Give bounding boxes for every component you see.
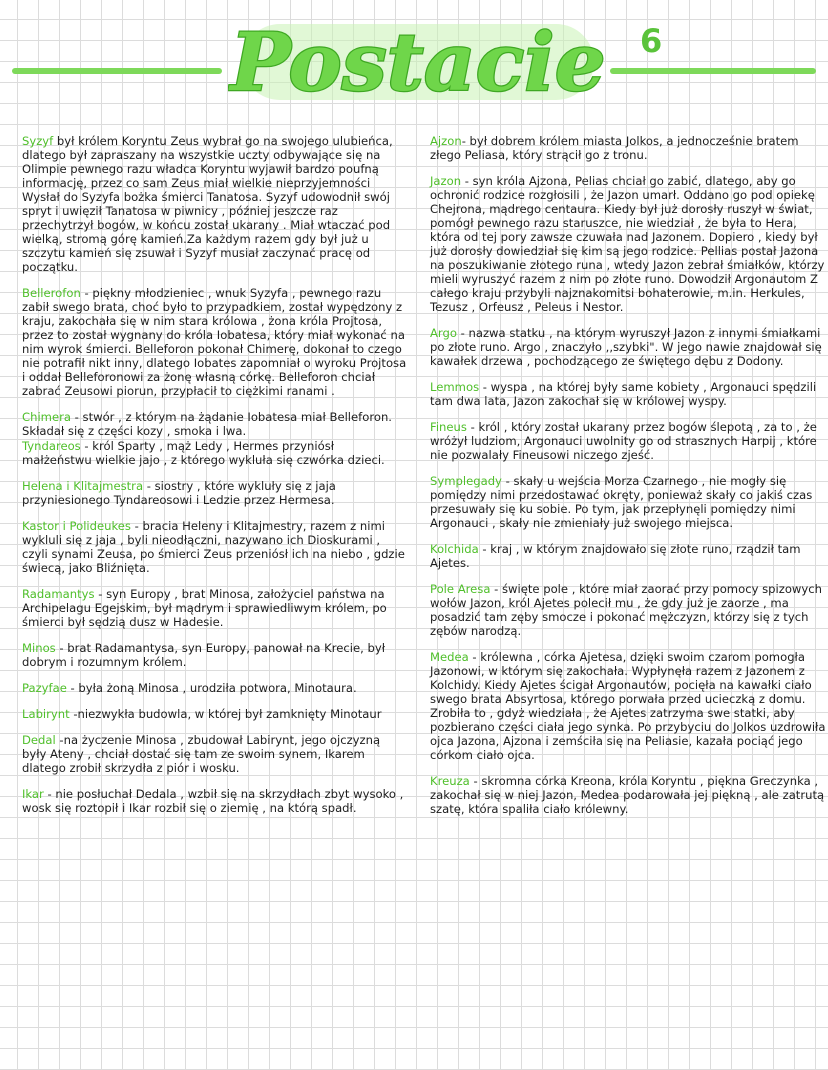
entry-definition: - wyspa , na której były same kobiety , Argonauci spędzili tam dwa lata, Jazon zakochał się w królowej wyspy.	[430, 380, 817, 408]
glossary-entry	[22, 286, 407, 398]
entry-definition: - król Sparty , mąż Ledy , Hermes przyniósł małżeństwu wielkie jajo , z którego wykluła się czwórka dzieci.	[22, 439, 385, 467]
glossary-entry	[22, 439, 407, 467]
entry-term: Pazyfae	[22, 681, 67, 695]
entry-term: Labirynt	[22, 707, 70, 721]
entry-term: Syzyf	[22, 134, 54, 148]
glossary-entry	[430, 420, 826, 462]
entry-paragraph	[22, 587, 407, 629]
entry-definition: - brat Radamantysa, syn Europy, panował na Krecie, był dobrym i rozumnym królem.	[22, 641, 386, 669]
entry-term: Kreuza	[430, 774, 470, 788]
glossary-entry	[430, 542, 826, 570]
glossary-entry	[22, 519, 407, 575]
entry-paragraph	[430, 174, 826, 314]
entry-paragraph	[430, 420, 826, 462]
glossary-entry	[22, 681, 407, 695]
entry-paragraph	[22, 641, 407, 669]
entry-term: Helena i Klitajmestra	[22, 479, 144, 493]
entry-term: Ajzon	[430, 134, 462, 148]
entry-term: Dedal	[22, 733, 56, 747]
entry-definition: - królewna , córka Ajetesa, dzięki swoim czarom pomogła Jazonowi, w którym się zakochała. Wypłynęła razem z Jazonem z Kolchidy. Kiedy Ajetes ścigał Argonautów, pocięła na kawałki ciało swego brata Absyrtosa, którego porwała przed ucieczką z domu. Zrobiła to , gdyż wiedziała , że Ajetes zatrzyma swe statki, aby pozbierano części ciała jego synka. Po przybyciu do Jolkos uzdrowiła ojca Jazona, Ajzona i zemściła się na Peliasie, kazała pociąć jego córkom ciało ojca.	[430, 650, 826, 762]
entry-paragraph	[430, 474, 826, 530]
entry-term: Kolchida	[430, 542, 479, 556]
entry-term: Tyndareos	[22, 439, 81, 453]
entry-definition: -na życzenie Minosa , zbudował Labirynt, jego ojczyzną były Ateny , chciał dostać się tam ze swoim synem, Ikarem dlatego zrobił skrzydła z piór i wosku.	[22, 733, 381, 775]
entry-definition: -niezwykła budowla, w której był zamknięty Minotaur	[69, 707, 382, 721]
header-divider-left	[12, 68, 222, 74]
entry-term: Fineus	[430, 420, 467, 434]
entry-paragraph	[430, 380, 826, 408]
glossary-entry	[22, 410, 407, 438]
entry-definition: - była żoną Minosa , urodziła potwora, Minotaura.	[66, 681, 357, 695]
entry-paragraph	[22, 733, 407, 775]
entry-term: Medea	[430, 650, 469, 664]
glossary-entry	[22, 587, 407, 629]
entry-paragraph	[22, 410, 407, 438]
glossary-entry	[430, 650, 826, 762]
page-title-text: Postacie	[230, 15, 606, 109]
entry-definition: - piękny młodzieniec , wnuk Syzyfa , pewnego razu zabił swego brata, choć było to przypadkiem, został wypędzony z kraju, zakochała się w nim stara królowa , żona króla Projtosa, przez to został wygnany do króla Iobatesa, który miał wykonać na nim wyrok śmierci. Belleforon pokonał Chimerę, dokonał to czego nie potrafił nikt inny, dlatego Iobates zapomniał o wyroku Projtosa i oddał Belleforonowi za żonę własną córkę. Belleforon chciał zabrać Zeusowi piorun, przypłacił to ciężkimi ranami .	[22, 286, 407, 398]
glossary-entry	[430, 474, 826, 530]
page-number: 6	[640, 22, 663, 60]
left-column	[22, 134, 407, 827]
entry-definition: - nazwa statku , na którym wyruszył Jazon z innymi śmiałkami po złote runo. Argo , znaczyło ,,szybki". W jego nawie znajdował się kawałek drzewa , pochodzącego ze świętego dębu z Dodony.	[430, 326, 822, 368]
entry-definition: - nie posłuchał Dedala , wzbił się na skrzydłach zbyt wysoko , wosk się roztopił i Ikar rozbił się o ziemię , na którą spadł.	[22, 787, 404, 815]
entry-definition: - skromna córka Kreona, króla Koryntu , piękna Greczynka , zakochał się w niej Jazon, Medea podarowała jej piękną , ale zatrutą szatę, która spaliła ciało królewny.	[430, 774, 825, 816]
glossary-entry	[22, 641, 407, 669]
header-divider-right	[610, 68, 816, 74]
entry-term: Pole Aresa	[430, 582, 491, 596]
entry-definition: - święte pole , które miał zaorać przy pomocy spizowych wołów Jazon, król Ajetes polecił mu , że gdy już je zaorze , ma posadzić tam zęby smocze i pokonać mężczyzn, którzy się z tych zębów narodzą.	[430, 582, 822, 638]
entry-definition: był królem Koryntu Zeus wybrał go na swojego ulubieńca, dlatego był zapraszany na wszystkie uczty odbywające się na Olimpie pewnego razu władca Koryntu wyjawił bardzo poufną informację, przez co sam Zeus miał wielkie nieprzyjemności Wysłał do Syzyfa bożka śmierci Tanatosa. Syzyf udowodnił swój spryt i uwięził Tanatosa w piwnicy , później jeszcze raz przechytrzył bogów, w końcu został ukarany . Miał wtaczać pod wielką, stromą górę kamień.Za każdym razem gdy był już u szczytu kamień się zsuwał i Syzyf musiał zaczynać pracę od początku.	[22, 134, 393, 274]
entry-definition: - syn Europy , brat Minosa, założyciel państwa na Archipelagu Egejskim, był mądrym i sprawiedliwym królem, po śmierci był sędzią dusz w Hadesie.	[22, 587, 387, 629]
entry-paragraph	[430, 326, 826, 368]
entry-paragraph	[430, 542, 826, 570]
entry-paragraph	[22, 439, 407, 467]
entry-paragraph	[22, 479, 407, 507]
entry-paragraph	[430, 134, 826, 162]
glossary-entry	[430, 774, 826, 816]
entry-definition: - syn króla Ajzona, Pelias chciał go zabić, dlatego, aby go ochronić rodzice rozgłosili , że Jazon umarł. Oddano go pod opiekę Chejrona, mądrego centaura. Kiedy był już dorosły ruszył w świat, pomógł pewnego razu staruszce, nie wiedział , że była to Hera, która od tej pory zawsze czuwała nad Jazonem. Dopiero , kiedy był już dorosły dowiedział się kim są jego rodzice. Pellias postał Jazona na poszukiwanie złotego runa , wtedy Jazon zebrał śmiałków, którzy mieli wyruszyć razem z nim po złote runo. Dowodził Argonautom Z całego kraju przybyli najznakomitsi bohaterowie, m.in. Herkules, Tezusz , Orfeusz , Peleus i Nestor.	[430, 174, 825, 314]
entry-definition: - kraj , w którym znajdowało się złote runo, rządził tam Ajetes.	[430, 542, 801, 570]
glossary-entry	[22, 479, 407, 507]
entry-term: Kastor i Polideukes	[22, 519, 131, 533]
entry-term: Bellerofon	[22, 286, 81, 300]
entry-term: Symplegady	[430, 474, 502, 488]
entry-paragraph	[22, 707, 407, 721]
entry-term: Jazon	[430, 174, 462, 188]
entry-paragraph	[22, 681, 407, 695]
glossary-entry	[22, 707, 407, 721]
entry-paragraph	[22, 787, 407, 815]
entry-paragraph	[22, 286, 407, 398]
glossary-entry	[22, 733, 407, 775]
entry-definition: - siostry , które wykluły się z jaja przyniesionego Tyndareosowi i Ledzie przez Hermesa.	[22, 479, 336, 507]
entry-paragraph	[22, 134, 407, 274]
page-title-lettering	[228, 6, 608, 116]
glossary-entry	[430, 134, 826, 162]
entry-term: Chimera	[22, 410, 71, 424]
entry-paragraph	[430, 650, 826, 762]
entry-definition: - bracia Heleny i Klitajmestry, razem z nimi wykluli się z jaja , byli nieodłączni, nazywano ich Dioskurami , czyli synami Zeusa, po śmierci Zeus przeniósł ich na niebo , gdzie świecą, jako Bliźnięta.	[22, 519, 405, 575]
entry-term: Lemmos	[430, 380, 480, 394]
entry-term: Radamantys	[22, 587, 95, 601]
entry-paragraph	[430, 774, 826, 816]
glossary-entry	[22, 134, 407, 274]
entry-definition: - skały u wejścia Morza Czarnego , nie mogły się pomiędzy nimi przedostawać okręty, ponieważ skały co jakiś czas przesuwały się ku sobie. Po tym, jak przepłynęli pomiędzy nimi Argonauci , skały nie zmieniały już swojego miejsca.	[430, 474, 813, 530]
right-column	[430, 134, 826, 828]
entry-definition: - był dobrem królem miasta Jolkos, a jednocześnie bratem złego Peliasa, który strącił go z tronu.	[430, 134, 799, 162]
glossary-entry	[430, 326, 826, 368]
entry-term: Minos	[22, 641, 56, 655]
entry-paragraph	[22, 519, 407, 575]
entry-paragraph	[430, 582, 826, 638]
entry-definition: - stwór , z którym na żądanie Iobatesa miał Belleforon. Składał się z części kozy , smoka i lwa.	[22, 410, 392, 438]
entry-term: Argo	[430, 326, 457, 340]
glossary-entry	[430, 174, 826, 314]
entry-definition: - król , który został ukarany przez bogów ślepotą , za to , że wróżył ludziom, Argonauci uwolnity go od strasznych Harpij , które nie pozwalały Fineusowi niczego zjeść.	[430, 420, 817, 462]
glossary-entry	[22, 787, 407, 815]
page-header	[0, 0, 828, 125]
page-title	[228, 6, 608, 116]
glossary-entry	[430, 582, 826, 638]
entry-term: Ikar	[22, 787, 44, 801]
glossary-entry	[430, 380, 826, 408]
